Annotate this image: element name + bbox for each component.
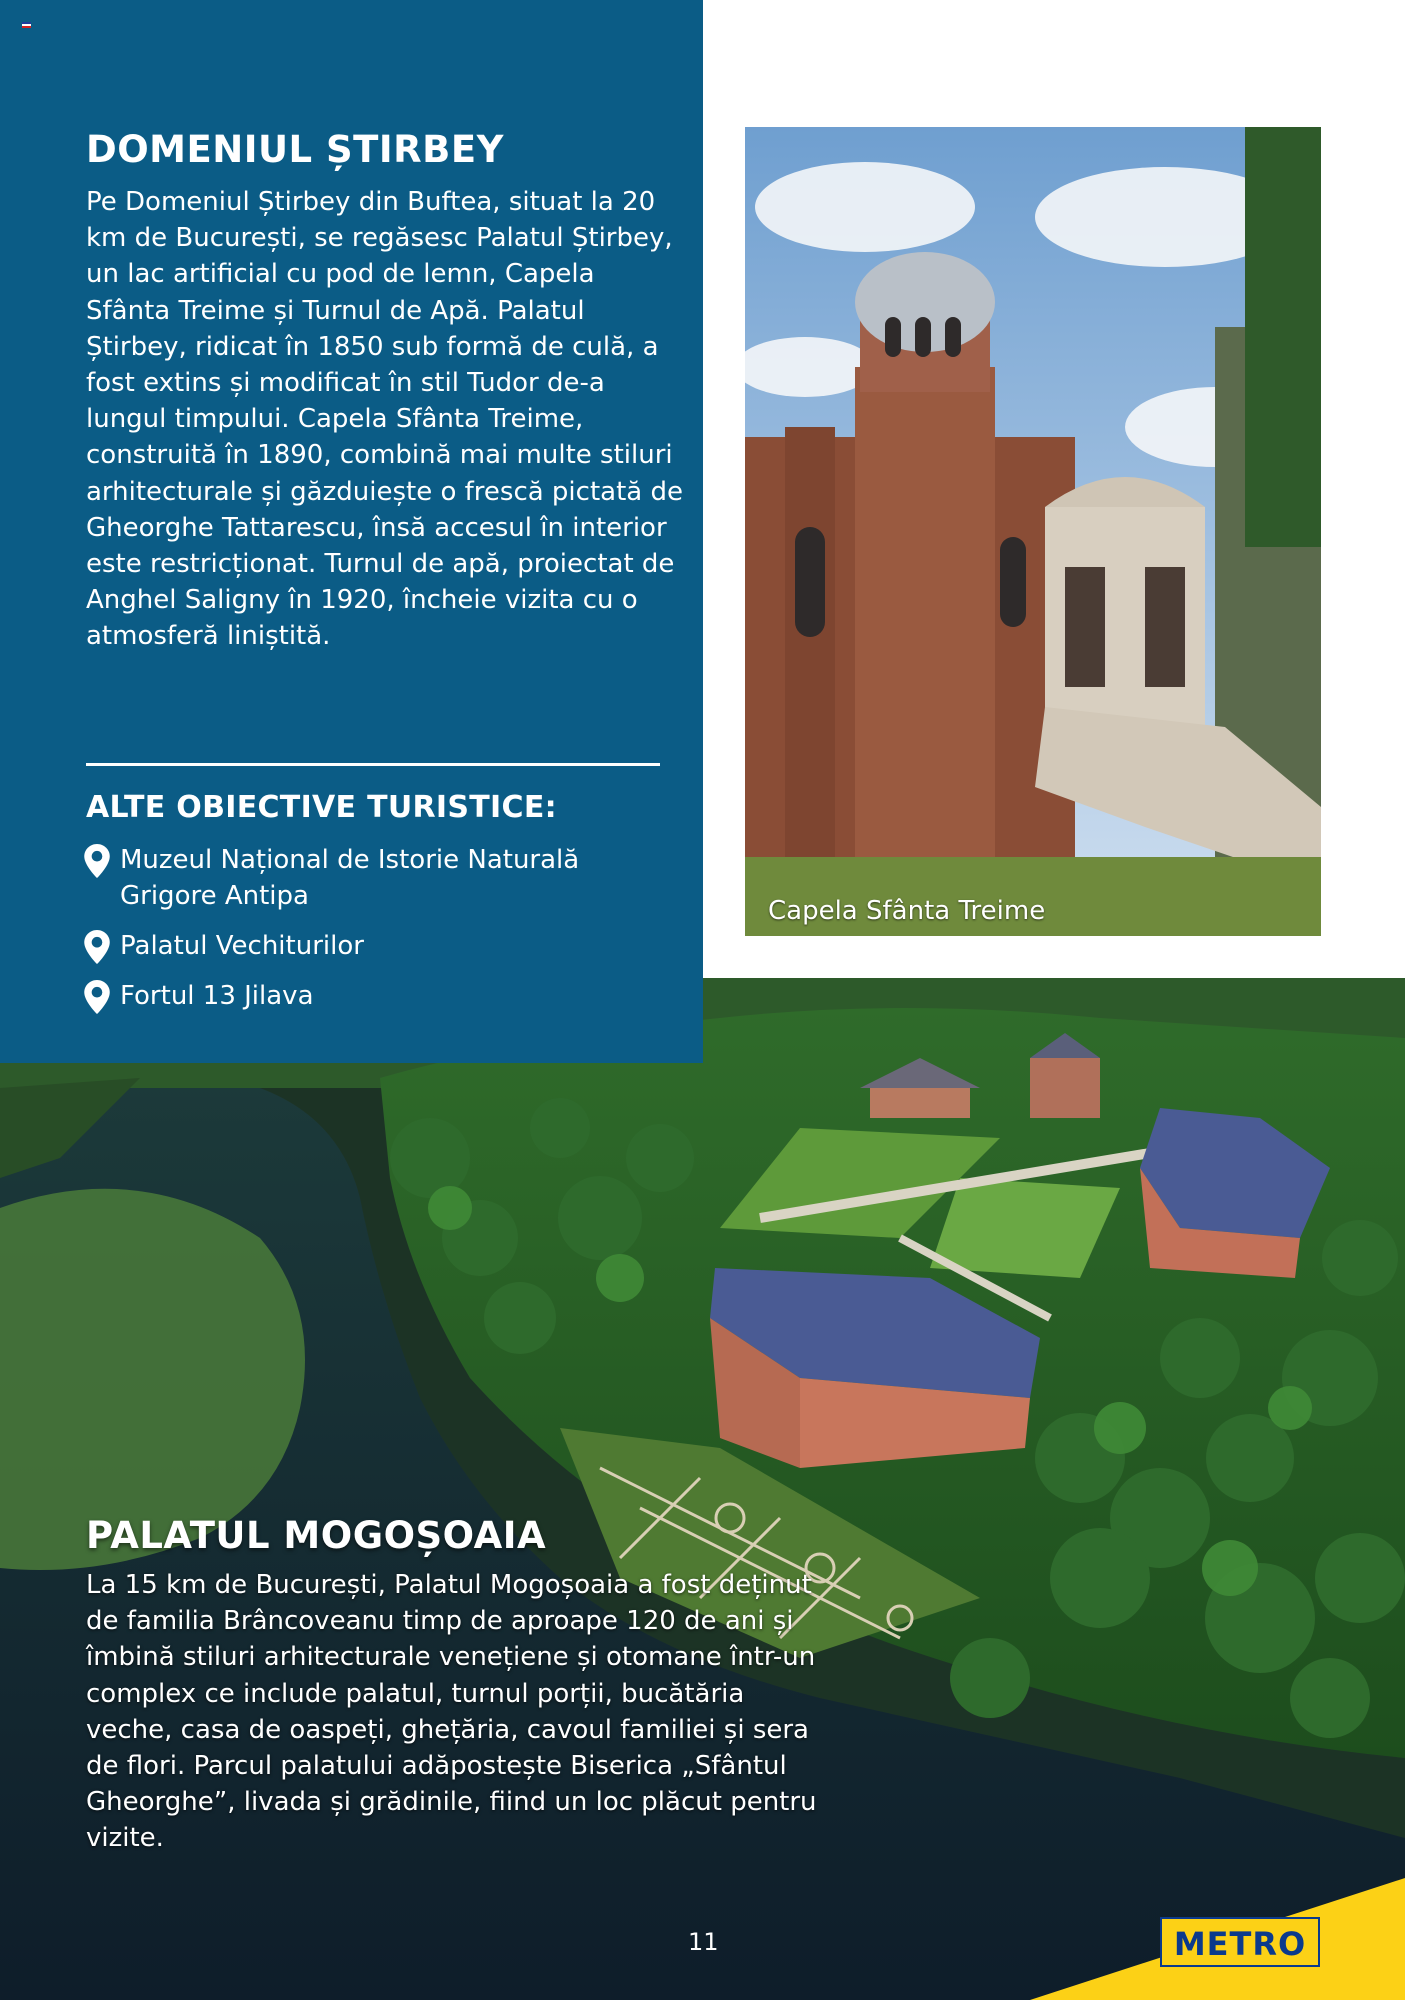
section-divider — [86, 763, 660, 766]
info-panel — [0, 0, 703, 1063]
list-item — [84, 978, 684, 1014]
romania-flag-icon — [22, 22, 31, 28]
other-sights-list — [84, 842, 684, 1028]
metro-logo: METRO — [1160, 1917, 1320, 1967]
page-number: 11 — [688, 1928, 719, 1956]
photo-caption: Capela Sfânta Treime — [768, 896, 1046, 926]
location-pin-icon — [84, 980, 110, 1014]
location-pin-icon — [84, 844, 110, 878]
mogosoaia-description: La 15 km de București, Palatul Mogoșoaia a fost deținut de familia Brâncoveanu timp de aproape 120 de ani și îmbină stiluri arhitecturale venețiene și otomane într-un complex ce include palatul, turnul porții, bucătăria veche, casa de oaspeți, ghețăria, cavoul familiei și sera de flori. Parcul palatului adăpostește Biserica „Sfântul Gheorghe”, livada și grădinile, fiind un loc plăcut pentru vizite. — [86, 1570, 817, 1854]
mogosoaia-title: PALATUL MOGOȘOAIA — [86, 1514, 547, 1557]
sight-label: Muzeul Național de Istorie Naturală Grigore Antipa — [120, 845, 580, 911]
stirbey-description: Pe Domeniul Știrbey din Buftea, situat la 20 km de București, se regăsesc Palatul Știrbey, un lac artificial cu pod de lemn, Capela Sfânta Treime și Turnul de Apă. Palatul Știrbey, ridicat în 1850 sub formă de culă, a fost extins și modificat în stil Tudor de-a lungul timpului. Capela Sfânta Treime, construită în 1890, combină mai multe stiluri arhitecturale și găzduiește o frescă pictată de Gheorghe Tattarescu, însă accesul în interior este restricționat. Turnul de apă, proiectat de Anghel Saligny în 1920, încheie vizita cu o atmosferă liniștită. — [86, 187, 683, 652]
chapel-photo — [745, 127, 1321, 936]
list-item — [84, 842, 684, 914]
list-item — [84, 928, 684, 964]
stirbey-title: DOMENIUL ȘTIRBEY — [86, 128, 504, 171]
sight-label: Fortul 13 Jilava — [120, 981, 314, 1011]
other-sights-title: ALTE OBIECTIVE TURISTICE: — [86, 790, 557, 825]
sight-label: Palatul Vechiturilor — [120, 931, 364, 961]
location-pin-icon — [84, 930, 110, 964]
